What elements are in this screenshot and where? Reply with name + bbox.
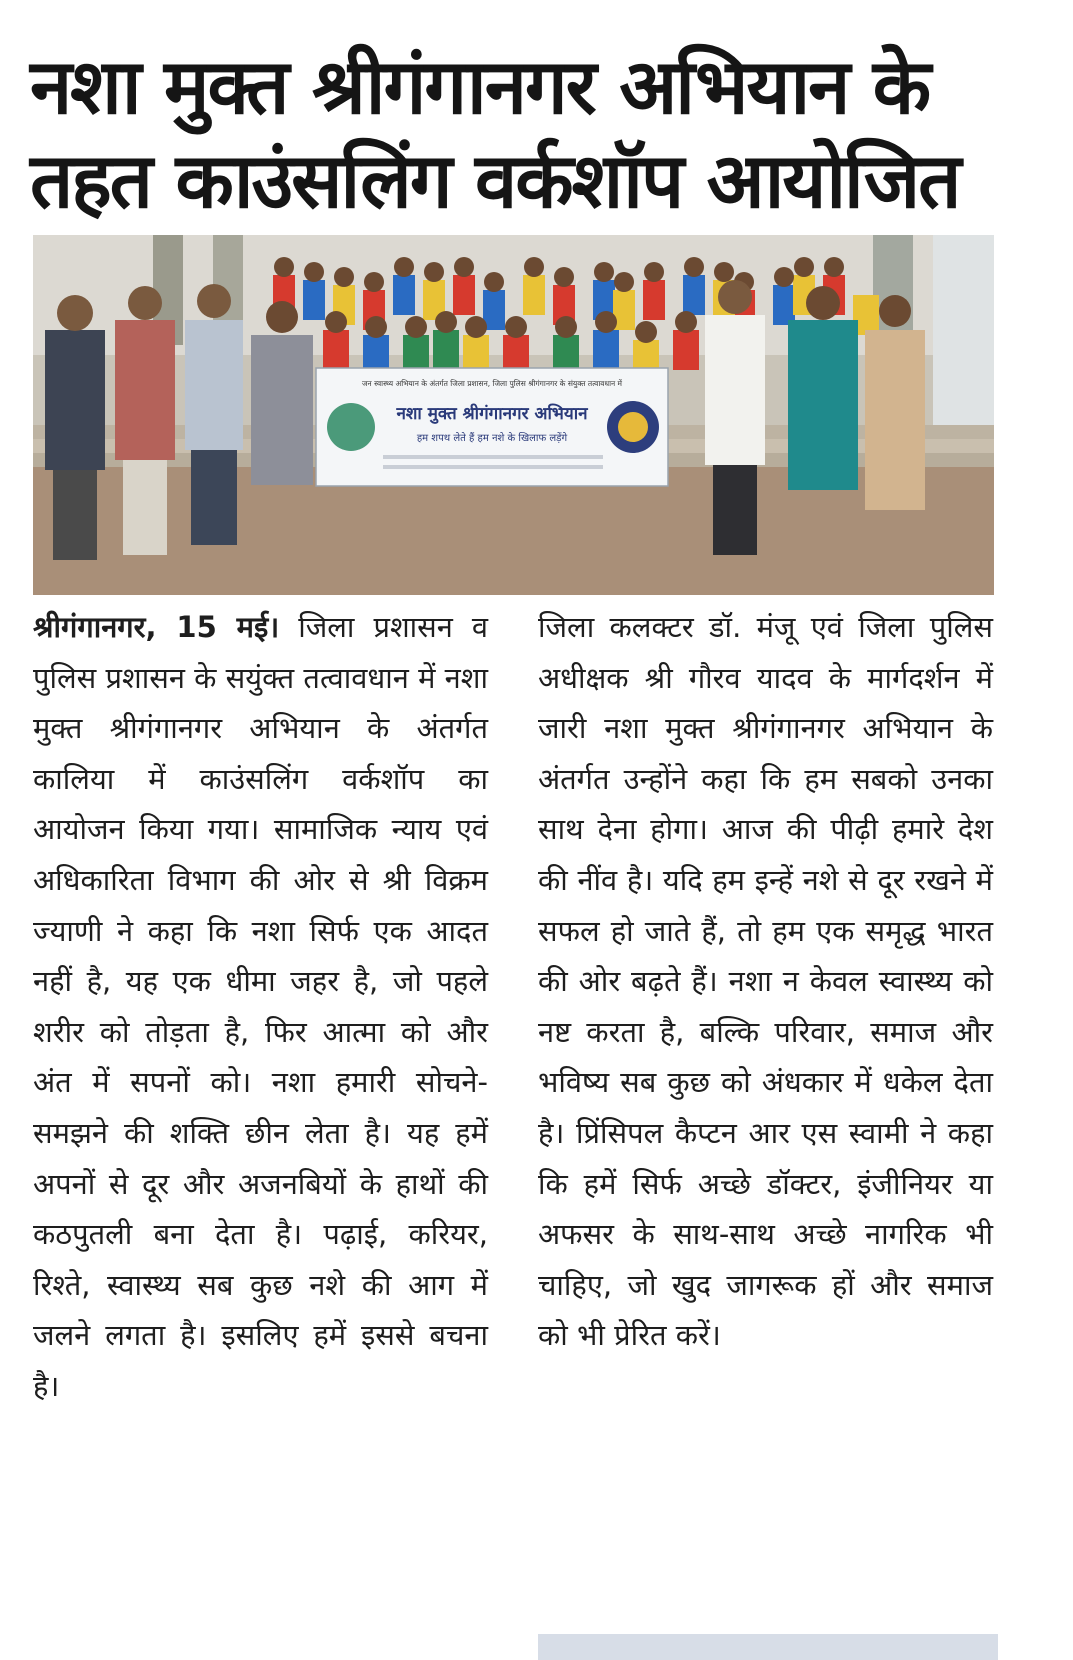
dateline: श्रीगंगानगर, 15 मई।	[33, 610, 280, 644]
headline-line-2: तहत काउंसलिंग वर्कशॉप आयोजित	[30, 136, 960, 225]
headline	[30, 40, 1040, 228]
article-column-left	[33, 602, 488, 1412]
banner-title: नशा मुक्त श्रीगंगानगर अभियान	[396, 404, 588, 424]
campaign-banner	[316, 368, 668, 486]
banner-top-text: जन स्वास्थ्य अभियान के अंतर्गत जिला प्रशासन, जिला पुलिस श्रीगंगानगर के संयुक्त तत्वावधान में	[361, 379, 623, 388]
banner-slogan: हम शपथ लेते हैं हम नशे के खिलाफ लड़ेंगे	[416, 433, 568, 444]
next-article-header-strip	[538, 1634, 998, 1660]
article-column-right	[538, 602, 993, 1361]
article-right-body: जिला कलक्टर डॉ. मंजू एवं जिला पुलिस अधीक्षक श्री गौरव यादव के मार्गदर्शन में जारी नशा मुक्त श्रीगंगानगर अभियान के अंतर्गत उन्होंने कहा कि हम सबको उनका साथ देना होगा। आज की पीढ़ी हमारे देश की नींव है। यदि हम इन्हें नशे से दूर रखने में सफल हो जाते हैं, तो हम एक समृद्ध भारत की ओर बढ़ते हैं। नशा न केवल स्वास्थ्य को नष्ट करता है, बल्कि परिवार, समाज और भविष्य सब कुछ को अंधकार में धकेल देता है। प्रिंसिपल कैप्टन आर एस स्वामी ने कहा कि हमें सिर्फ अच्छे डॉक्टर, इंजीनियर या अफसर के साथ-साथ अच्छे नागरिक भी चाहिए, जो खुद जागरूक हों और समाज को भी प्रेरित करें।	[538, 610, 993, 1353]
headline-line-1: नशा मुक्त श्रीगंगानगर अभियान के	[30, 42, 930, 131]
article-left-body: जिला प्रशासन व पुलिस प्रशासन के सयुंक्त तत्वावधान में नशा मुक्त श्रीगंगानगर अभियान के अंतर्गत कालिया में काउंसलिंग वर्कशॉप का आयोजन किया गया। सामाजिक न्याय एवं अधिकारिता विभाग की ओर से श्री विक्रम ज्याणी ने कहा कि नशा सिर्फ एक आदत नहीं है, यह एक धीमा जहर है, जो पहले शरीर को तोड़ता है, फिर आत्मा को और अंत में सपनों को। नशा हमारी सोचने-समझने की शक्ति छीन लेता है। यह हमें अपनों से दूर और अजनबियों के हाथों की कठपुतली बना देता है। पढ़ाई, करियर, रिश्ते, स्वास्थ्य सब कुछ नशे की आग में जलने लगता है। इसलिए हमें इससे बचना है।	[33, 610, 489, 1403]
group-photo	[33, 235, 994, 595]
